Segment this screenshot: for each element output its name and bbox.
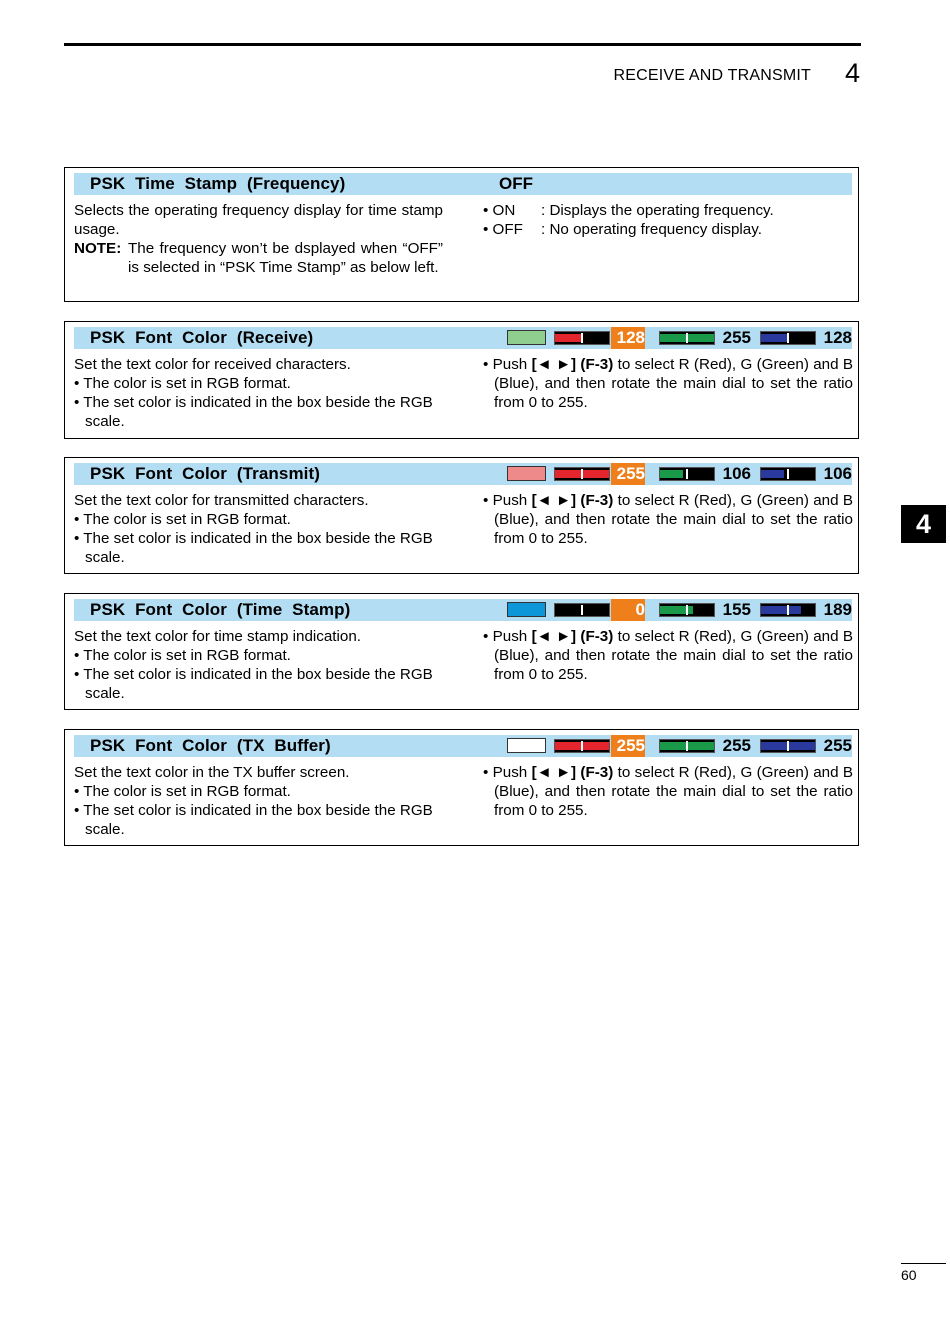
instruction-column [483,491,853,548]
time-stamp-section [64,167,859,302]
f3-key-label: [◄ ►] (F-3) [531,628,614,645]
option-desc: : No operating frequency display. [541,221,762,238]
scale-center-tick [787,333,789,343]
blue-value: 255 [823,736,852,755]
scale-center-tick [787,469,789,479]
note-label: NOTE: [74,240,122,257]
font-color-time-stamp-section [64,593,859,710]
option-key: • OFF [483,221,523,238]
scale-center-tick [787,605,789,615]
red-value: 255 [611,463,645,485]
indicated-bullet: • The set color is indicated in the box beside the RGB scale. [74,394,433,430]
section-title: PSK Time Stamp (Frequency) [90,174,346,193]
header-title: RECEIVE AND TRANSMIT [613,67,811,84]
red-value: 0 [611,599,645,621]
rgb-format-bullet: • The color is set in RGB format. [74,375,291,392]
section-title: PSK Font Color (TX Buffer) [90,736,331,755]
green-value: 255 [722,328,751,347]
push-suffix: to select R (Red), G (Green) and B (Blue), and then rotate the main dial to set the ratio from 0 to 255. [494,492,854,547]
blue-scale [760,467,816,481]
scale-center-tick [581,741,583,751]
description-column [74,627,443,703]
description-column [74,491,443,567]
green-value: 106 [722,464,751,483]
indicated-bullet: • The set color is indicated in the box beside the RGB scale. [74,666,433,702]
default-value: OFF [499,174,533,193]
description-text: Selects the operating frequency display for time stamp usage. [74,202,443,238]
scale-center-tick [686,605,688,615]
section-title-bar [74,735,852,757]
green-value: 255 [722,736,751,755]
color-preview-swatch [507,738,546,753]
note-text: The frequency won’t be dsplayed when “OFF” is selected in “PSK Time Stamp” as below left. [128,240,443,276]
f3-key-label: [◄ ►] (F-3) [531,764,614,781]
push-prefix: • Push [483,764,532,781]
option-off [483,220,853,239]
f3-key-label: [◄ ►] (F-3) [531,356,614,373]
red-scale [554,603,610,617]
section-title: PSK Font Color (Receive) [90,328,314,347]
green-scale-fill [660,606,693,614]
section-title-bar [74,599,852,621]
option-desc: : Displays the operating frequency. [541,202,774,219]
instruction-column [483,355,853,412]
font-color-receive-section [64,321,859,439]
note [74,239,443,277]
push-suffix: to select R (Red), G (Green) and B (Blue), and then rotate the main dial to set the ratio from 0 to 255. [494,356,854,411]
blue-value: 106 [823,464,852,483]
color-preview-swatch [507,330,546,345]
green-scale [659,331,715,345]
blue-value: 128 [823,328,852,347]
description-text: Set the text color for transmitted characters. [74,492,369,509]
green-scale [659,739,715,753]
description-text: Set the text color in the TX buffer screen. [74,764,350,781]
option-key: • ON [483,202,516,219]
description-text: Set the text color for time stamp indication. [74,628,362,645]
options-column [483,201,853,239]
footer-rule [901,1263,946,1264]
push-instruction [483,355,853,412]
blue-scale [760,331,816,345]
color-preview-swatch [507,466,546,481]
green-value: 155 [722,600,751,619]
option-on [483,201,853,220]
scale-center-tick [686,469,688,479]
font-color-tx-buffer-section [64,729,859,846]
chapter-number: 4 [845,58,861,88]
push-instruction [483,627,853,684]
blue-scale-fill [761,334,788,342]
blue-scale [760,603,816,617]
push-suffix: to select R (Red), G (Green) and B (Blue), and then rotate the main dial to set the ratio from 0 to 255. [494,628,854,683]
section-title-bar [74,327,852,349]
top-rule [64,43,861,46]
indicated-bullet: • The set color is indicated in the box beside the RGB scale. [74,802,433,838]
red-value: 128 [611,327,645,349]
description-column [74,355,443,431]
chapter-side-tab: 4 [901,505,946,543]
scale-center-tick [686,333,688,343]
scale-center-tick [581,333,583,343]
push-suffix: to select R (Red), G (Green) and B (Blue), and then rotate the main dial to set the ratio from 0 to 255. [494,764,854,819]
blue-value: 189 [823,600,852,619]
push-instruction [483,491,853,548]
green-scale [659,467,715,481]
red-scale [554,739,610,753]
push-instruction [483,763,853,820]
rgb-format-bullet: • The color is set in RGB format. [74,511,291,528]
blue-scale-fill [761,470,784,478]
section-title-bar [74,173,852,195]
push-prefix: • Push [483,492,532,509]
f3-key-label: [◄ ►] (F-3) [531,492,614,509]
section-title-bar [74,463,852,485]
rgb-format-bullet: • The color is set in RGB format. [74,647,291,664]
scale-center-tick [581,605,583,615]
scale-center-tick [787,741,789,751]
description-column [74,763,443,839]
scale-center-tick [581,469,583,479]
green-scale-fill [660,470,683,478]
instruction-column [483,763,853,820]
red-scale [554,467,610,481]
instruction-column [483,627,853,684]
scale-center-tick [686,741,688,751]
red-scale-fill [555,334,582,342]
color-preview-swatch [507,602,546,617]
red-value: 255 [611,735,645,757]
description-column [74,201,443,277]
push-prefix: • Push [483,356,532,373]
red-scale [554,331,610,345]
push-prefix: • Push [483,628,532,645]
page-number: 60 [901,1267,917,1283]
font-color-transmit-section [64,457,859,574]
section-title: PSK Font Color (Transmit) [90,464,320,483]
section-title: PSK Font Color (Time Stamp) [90,600,351,619]
rgb-format-bullet: • The color is set in RGB format. [74,783,291,800]
green-scale [659,603,715,617]
indicated-bullet: • The set color is indicated in the box beside the RGB scale. [74,530,433,566]
blue-scale-fill [761,606,801,614]
description-text: Set the text color for received characters. [74,356,351,373]
blue-scale [760,739,816,753]
